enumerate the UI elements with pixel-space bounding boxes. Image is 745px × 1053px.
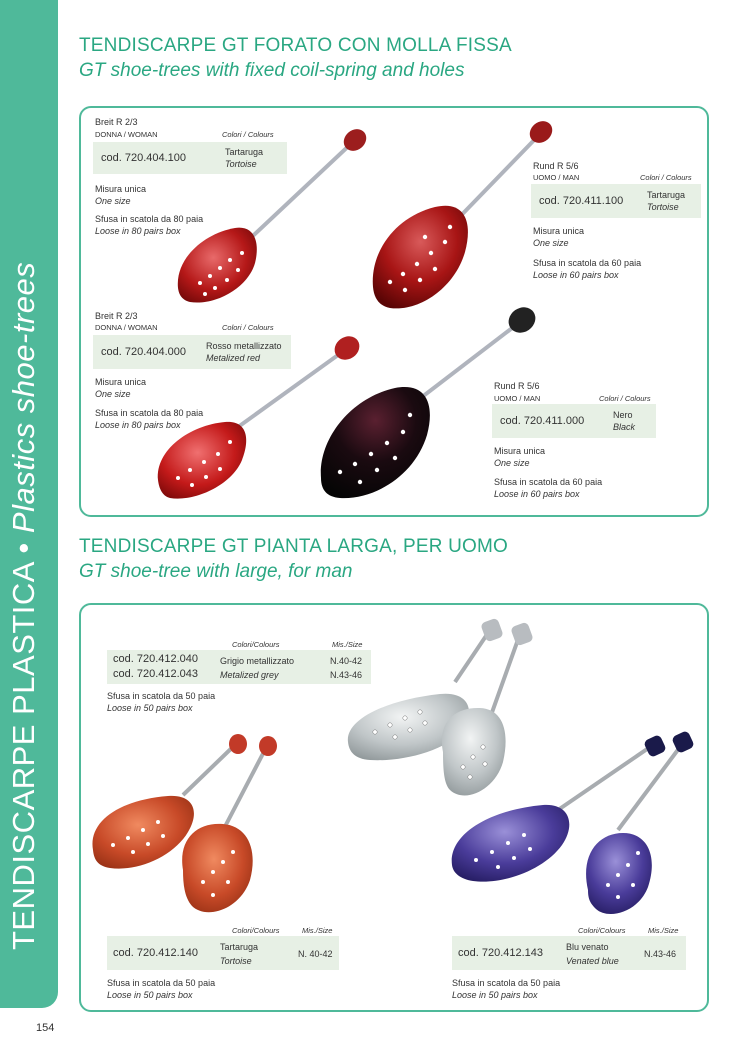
p3-gender: DONNA / WOMAN — [95, 323, 158, 332]
p4-colours-label: Colori / Colours — [599, 394, 651, 403]
tortoise-size-label: Mis./Size — [302, 926, 333, 935]
blue-pack-en: Loose in 50 pairs box — [452, 990, 538, 1000]
page-number: 154 — [36, 1022, 55, 1034]
p1-pack-en: Loose in 80 pairs box — [95, 226, 181, 236]
section1-subtitle: GT shoe-trees with fixed coil-spring and holes — [79, 60, 465, 81]
p3-code: cod. 720.404.000 — [101, 346, 187, 358]
section2-subtitle: GT shoe-tree with large, for man — [79, 561, 353, 582]
sidebar-title: TENDISCARPE PLASTICA • Plastics shoe-trees — [6, 261, 41, 950]
shoe-tree-tortoise-wide-image — [88, 730, 288, 920]
p4-code: cod. 720.411.000 — [500, 415, 585, 427]
p3-pack-en: Loose in 80 pairs box — [95, 420, 181, 430]
grey-color-it: Grigio metallizzato — [220, 656, 295, 666]
tortoise-colours-label: Colori/Colours — [232, 926, 280, 935]
tortoise-pack-it: Sfusa in scatola da 50 paia — [107, 978, 216, 988]
grey-pack-en: Loose in 50 pairs box — [107, 703, 193, 713]
grey-code-1: cod. 720.412.040 — [113, 653, 199, 665]
shoe-tree-black-image — [315, 300, 545, 505]
p3-colours-label: Colori / Colours — [222, 323, 274, 332]
p1-colours-label: Colori / Colours — [222, 130, 274, 139]
p4-misura-it: Misura unica — [494, 446, 546, 456]
shoe-tree-tortoise-small-image — [170, 118, 380, 310]
tortoise-color-it: Tartaruga — [220, 942, 259, 952]
blue-size-label: Mis./Size — [648, 926, 679, 935]
p1-pack-it: Sfusa in scatola da 80 paia — [95, 214, 204, 224]
tortoise-code: cod. 720.412.140 — [113, 947, 199, 959]
p1-color-en: Tortoise — [225, 159, 257, 169]
blue-color-it: Blu venato — [566, 942, 609, 952]
p2-size: Rund R 5/6 — [533, 161, 579, 171]
p2-misura-it: Misura unica — [533, 226, 585, 236]
p2-colours-label: Colori / Colours — [640, 173, 692, 182]
blue-code: cod. 720.412.143 — [458, 947, 544, 959]
grey-size-1: N.40-42 — [330, 656, 363, 666]
p3-color-it: Rosso metallizzato — [206, 341, 282, 351]
blue-pack-it: Sfusa in scatola da 50 paia — [452, 978, 561, 988]
shoe-tree-blue-image — [448, 725, 698, 920]
p2-pack-en: Loose in 60 pairs box — [533, 270, 619, 280]
p2-color-it: Tartaruga — [647, 190, 686, 200]
p3-misura-it: Misura unica — [95, 377, 147, 387]
p1-gender: DONNA / WOMAN — [95, 130, 158, 139]
grey-color-en: Metalized grey — [220, 670, 279, 680]
p4-color-it: Nero — [613, 410, 633, 420]
p1-color-it: Tartaruga — [225, 147, 264, 157]
shoe-tree-tortoise-large-image — [365, 112, 565, 322]
tortoise-color-en: Tortoise — [220, 956, 252, 966]
grey-colours-label: Colori/Colours — [232, 640, 280, 649]
section1-title: TENDISCARPE GT FORATO CON MOLLA FISSA — [79, 35, 512, 56]
p2-color-en: Tortoise — [647, 202, 679, 212]
p2-code: cod. 720.411.100 — [539, 195, 624, 207]
p3-size: Breit R 2/3 — [95, 311, 138, 321]
p3-misura-en: One size — [95, 389, 131, 399]
blue-color-en: Venated blue — [566, 956, 619, 966]
grey-pack-it: Sfusa in scatola da 50 paia — [107, 691, 216, 701]
grey-size-2: N.43-46 — [330, 670, 363, 680]
p2-gender: UOMO / MAN — [533, 173, 580, 182]
p1-code: cod. 720.404.100 — [101, 152, 187, 164]
tortoise-pack-en: Loose in 50 pairs box — [107, 990, 193, 1000]
p4-size: Rund R 5/6 — [494, 381, 540, 391]
p4-gender: UOMO / MAN — [494, 394, 541, 403]
p1-size: Breit R 2/3 — [95, 117, 138, 127]
p1-misura-en: One size — [95, 196, 131, 206]
p2-pack-it: Sfusa in scatola da 60 paia — [533, 258, 642, 268]
p4-pack-en: Loose in 60 pairs box — [494, 489, 580, 499]
blue-size: N.43-46 — [644, 949, 677, 959]
p4-misura-en: One size — [494, 458, 530, 468]
p3-pack-it: Sfusa in scatola da 80 paia — [95, 408, 204, 418]
tortoise-size: N. 40-42 — [298, 949, 333, 959]
grey-code-2: cod. 720.412.043 — [113, 668, 199, 680]
p2-misura-en: One size — [533, 238, 569, 248]
p4-pack-it: Sfusa in scatola da 60 paia — [494, 477, 603, 487]
grey-size-label: Mis./Size — [332, 640, 363, 649]
blue-colours-label: Colori/Colours — [578, 926, 626, 935]
p3-color-en: Metalized red — [206, 353, 261, 363]
p1-misura-it: Misura unica — [95, 184, 147, 194]
section2-title: TENDISCARPE GT PIANTA LARGA, PER UOMO — [79, 536, 508, 557]
p4-color-en: Black — [613, 422, 636, 432]
